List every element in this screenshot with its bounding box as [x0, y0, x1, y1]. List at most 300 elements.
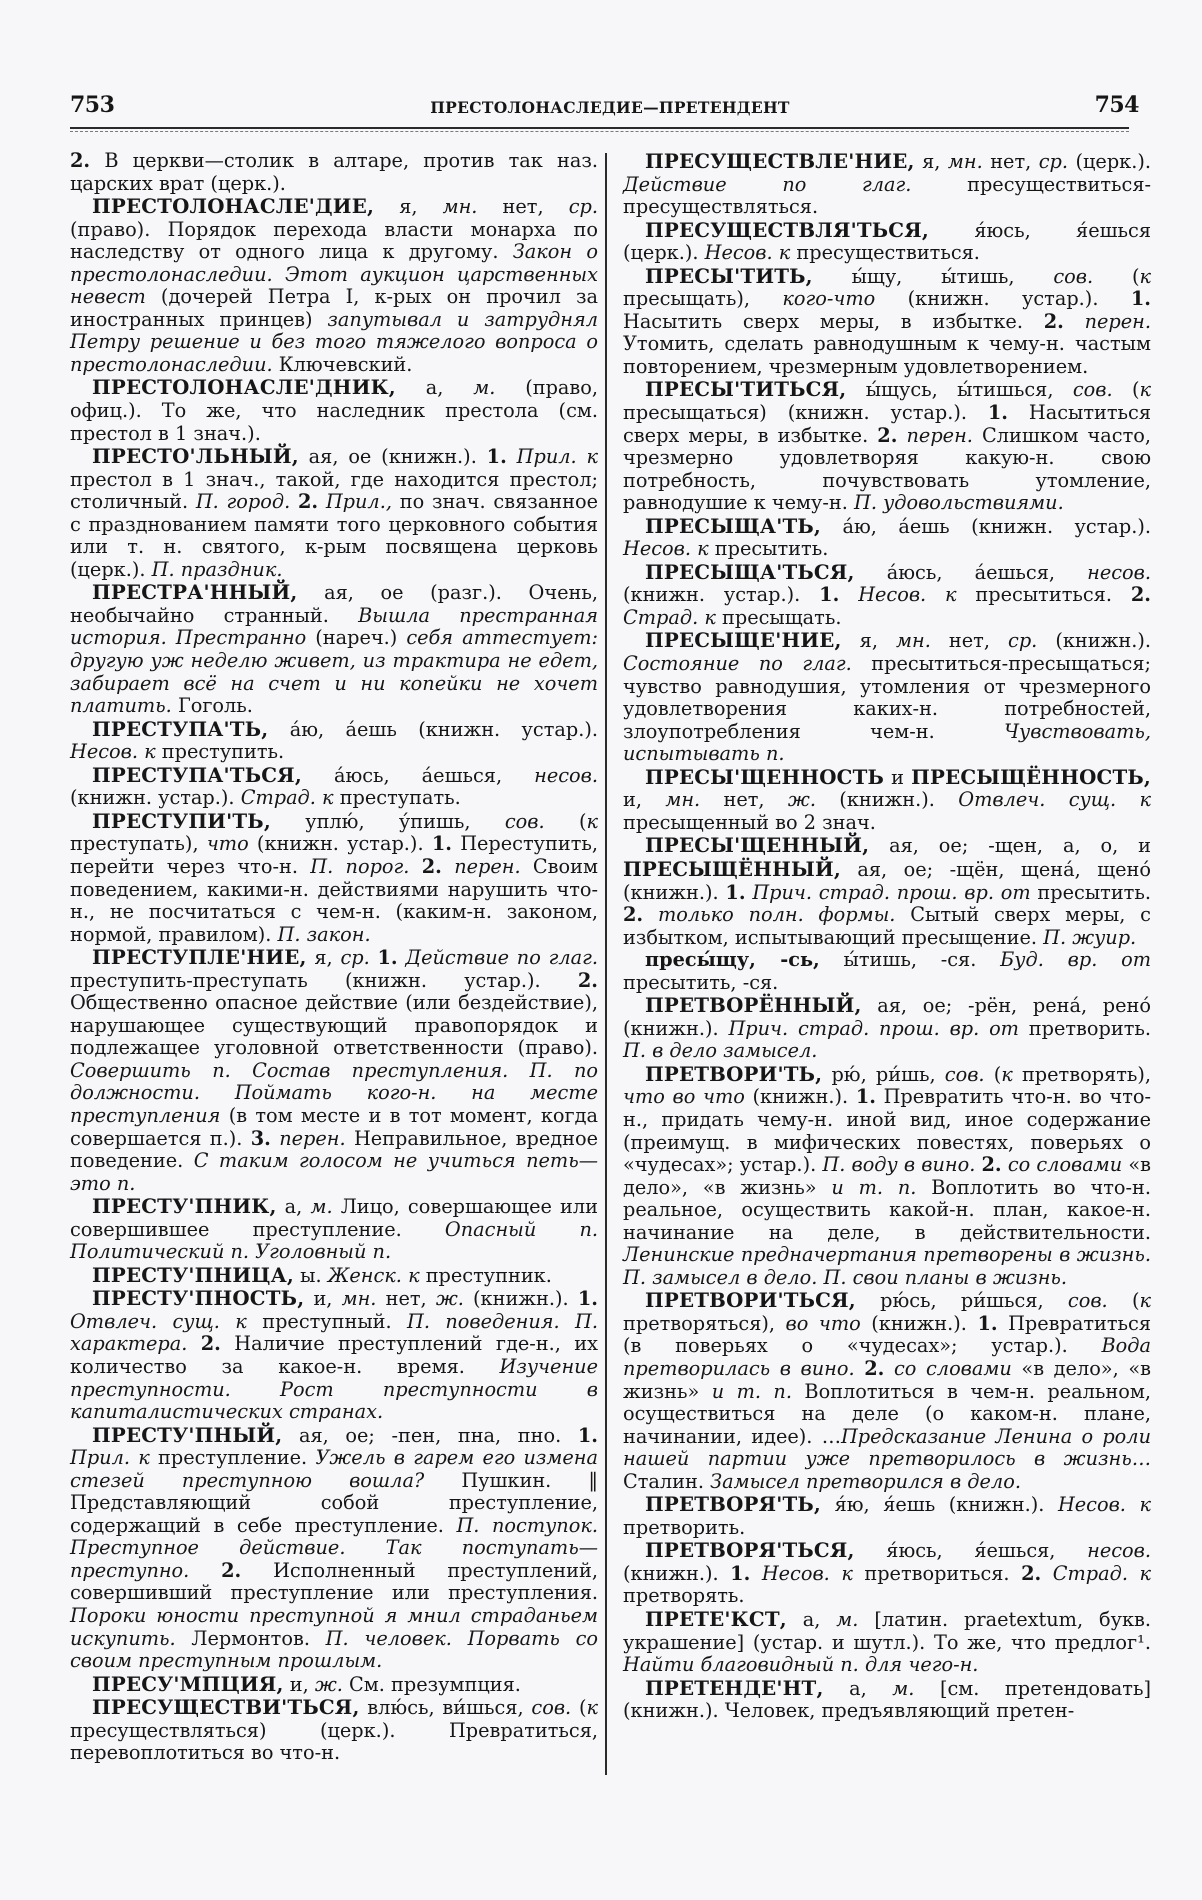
- headword: ПРЕСУЩЕСТВЛЕ'НИЕ,: [645, 149, 915, 173]
- entry-text: (: [1093, 264, 1140, 288]
- entry-text: рю́, ри́шь,: [822, 1062, 945, 1086]
- italic-text: сов.: [1072, 378, 1113, 402]
- entry-text: а,: [823, 1676, 893, 1700]
- entry-text: (в том месте и в тот момент, когда совершается п.).: [70, 1103, 598, 1150]
- dictionary-entry: [623, 1063, 1151, 1289]
- entry-text: Наличие преступлений где-н., их количество за какое-н. время.: [70, 1332, 598, 1378]
- entry-text: ы.: [293, 1263, 328, 1287]
- entry-text: [442, 855, 454, 878]
- italic-text: Совершить п. Состав преступления. П. по должности. Поймать кого-н. на месте преступления: [70, 1058, 598, 1127]
- dictionary-entry: [70, 581, 598, 717]
- italic-text: Страд. к: [1052, 1561, 1151, 1585]
- entry-text: и: [884, 765, 912, 789]
- entry-text: Воплотить во что-н. реальное, осуществить какой-н. план, какое-н. начинание на деле, в действительности.: [623, 1175, 1151, 1244]
- italic-text: Состояние по глаг.: [623, 652, 852, 676]
- bold-text: 1.: [987, 401, 1009, 425]
- entry-text: Переступить, перейти через что-н.: [70, 832, 598, 878]
- entry-text: Превратить что-н. во что-н., придать чему-н. иной вид, иное содержание (преимущ. в мифических повестях, поверьях о «чудесах»; устар.).: [623, 1085, 1151, 1177]
- italic-text: ср.: [568, 195, 598, 219]
- entry-text: я́юсь, я́ешься (церк.).: [623, 218, 1151, 265]
- italic-text: м.: [892, 1676, 915, 1700]
- entry-text: пресытить.: [708, 537, 829, 561]
- headword: ПРЕСЫЩЕ'НИЕ,: [645, 628, 842, 653]
- dictionary-entry: [623, 766, 1151, 835]
- bold-text: 2.: [297, 490, 319, 514]
- dictionary-entry: [70, 764, 598, 810]
- dictionary-entry: [70, 376, 598, 445]
- bold-text: 2.: [221, 1558, 242, 1582]
- bold-text: 1.: [577, 1423, 598, 1447]
- italic-text: П. жуир.: [1043, 925, 1137, 949]
- italic-text: Закон о престолонаследии. Этот аукцион царственных невест: [70, 240, 598, 309]
- italic-text: Отвлеч. сущ. к: [958, 788, 1152, 812]
- entry-text: преступать.: [333, 786, 461, 810]
- italic-text: Пороки юности преступной я мнил страданьем искупить.: [70, 1604, 598, 1650]
- entry-text: Лицо, совершающее или совершившее преступление.: [70, 1195, 598, 1241]
- italic-text: П. поведения. П. характера.: [70, 1309, 599, 1356]
- italic-text: во что: [785, 1311, 861, 1335]
- entry-text: (книжн. устар.).: [875, 287, 1131, 311]
- italic-text: Предсказание Ленина о роли нашей партии уже претворилось в жизнь…: [623, 1424, 1151, 1471]
- entry-text: (церк.).: [1068, 150, 1151, 173]
- italic-text: сов.: [531, 1696, 572, 1720]
- entry-text: Превратиться (в поверьях о «чудесах»; устар.).: [623, 1311, 1151, 1358]
- header-rule: [70, 127, 1129, 129]
- entry-text: Своим поведением, какими-н. действиями нарушить что-н., не посчитаться с чем-н. (каким-н. законом, нормой, правилом).: [70, 854, 598, 946]
- italic-text: ж.: [314, 1672, 343, 1696]
- headword: ПРЕСТРА'ННЫЙ,: [92, 580, 298, 605]
- entry-text: а́ю, а́ешь (книжн. устар.).: [821, 514, 1151, 538]
- entry-text: (: [984, 1062, 1002, 1086]
- entry-text: претворять.: [623, 1584, 745, 1608]
- italic-text: и т. п.: [711, 1379, 792, 1403]
- entry-text: (книжн.).: [744, 1085, 856, 1109]
- entry-text: нет,: [376, 1287, 436, 1311]
- headword: ПРЕСТУПА'ТЬ,: [92, 716, 269, 741]
- bold-text: 2.: [1043, 309, 1064, 333]
- entry-text: уплю́, у́пишь,: [270, 809, 505, 833]
- entry-text: а,: [276, 1195, 311, 1219]
- italic-text: Несов. к: [623, 537, 709, 561]
- entry-text: (: [1107, 1289, 1140, 1313]
- italic-text: Чувствовать, испытывать п.: [623, 719, 1151, 766]
- italic-text: перен.: [1084, 309, 1151, 333]
- headword: ПРЕСТУ'ПНОСТЬ,: [92, 1286, 305, 1311]
- italic-text: к: [1001, 1062, 1013, 1086]
- italic-text: что: [206, 832, 249, 856]
- entry-text: претворять),: [1012, 1062, 1152, 1086]
- dictionary-entry: [623, 561, 1151, 630]
- italic-text: ж.: [787, 788, 816, 812]
- headword: ПРЕСЫЩЁННЫЙ,: [623, 856, 841, 881]
- left-column: [70, 150, 598, 1765]
- dictionary-entry: [70, 1195, 598, 1264]
- entry-text: Неправильное, вредное поведение.: [70, 1126, 598, 1173]
- entry-text: (право, офиц.). То же, что наследник престола (см. престол в 1 знач.).: [70, 376, 599, 445]
- italic-text: П. праздник.: [151, 557, 283, 581]
- dictionary-entry: [623, 629, 1151, 765]
- entry-text: [750, 1562, 762, 1585]
- italic-text: перен.: [454, 854, 521, 878]
- bold-text: пресы́щу, -сь,: [645, 948, 820, 972]
- entry-text: пресытиться-пресыщаться; чувство равнодушия, утомления от чрезмерного удовлетворения каких-н. потребностей, злоупотребления чем-н.: [623, 652, 1151, 743]
- dictionary-entry: [623, 994, 1151, 1063]
- entry-text: пресыщенный во 2 знач.: [623, 810, 876, 834]
- entry-text: преступление.: [149, 1446, 316, 1470]
- italic-text: П. в дело замысел.: [623, 1039, 818, 1063]
- dictionary-entry: [623, 265, 1151, 379]
- italic-text: сов.: [1053, 264, 1094, 288]
- dictionary-entry: [70, 1696, 598, 1765]
- dictionary-entry: [70, 150, 598, 195]
- entry-text: Воплотиться в чем-н. реальном, осуществиться на деле (о каком-н. плане, начинании, идее). …: [623, 1379, 1151, 1448]
- italic-text: мн.: [341, 1287, 377, 1311]
- entry-text: (книжн.).: [463, 1287, 578, 1311]
- column-divider: [605, 153, 607, 1775]
- italic-text: Ленинские предначертания претворены в жизнь. П. замысел в дело. П. свои планы в жизнь.: [623, 1243, 1151, 1289]
- dictionary-entry: [623, 1289, 1151, 1493]
- italic-text: м.: [836, 1608, 859, 1631]
- entry-text: ы́тишь, -ся.: [819, 948, 1001, 972]
- entry-text: [409, 855, 421, 878]
- italic-text: Буд. вр. от: [1000, 948, 1151, 972]
- entry-text: ая, ое; -щен, а, о, и: [869, 834, 1151, 858]
- headword: ПРЕСТО'ЛЬНЫЙ,: [92, 444, 299, 469]
- italic-text: Действие по глаг.: [405, 946, 598, 970]
- entry-text: [290, 490, 298, 513]
- entry-text: я,: [374, 195, 443, 219]
- entry-text: влю́сь, ви́шься,: [359, 1696, 532, 1720]
- dictionary-entry: [70, 1424, 598, 1673]
- entry-text: Гоголь.: [171, 694, 253, 718]
- entry-text: ая, ое (книжн.).: [298, 445, 487, 469]
- entry-text: преступник.: [419, 1263, 552, 1287]
- entry-text: преступить-преступать (книжн. устар.).: [70, 968, 578, 992]
- entry-text: [см. претендовать] (книжн.). Человек, предъявляющий претен-: [623, 1676, 1151, 1723]
- entry-text: Исполненный преступлений, совершивший преступление или преступления.: [70, 1558, 598, 1605]
- entry-text: я,: [841, 629, 897, 653]
- entry-text: претвориться.: [852, 1561, 1022, 1585]
- page-header: [70, 92, 1150, 132]
- entry-text: нет,: [982, 150, 1039, 173]
- entry-text: Сталин.: [623, 1469, 711, 1493]
- dictionary-entry: [70, 1673, 598, 1697]
- entry-text: Пушкин. ‖ Представляющий собой преступление, содержащий в себе преступление.: [70, 1468, 598, 1537]
- headword: ПРЕСТОЛОНАСЛЕ'ДИЕ,: [92, 194, 375, 219]
- entry-text: Слишком часто, чрезмерно удовлетворяя какую-н. свою потребность, почувствовать утомление, равнодушие к чему-н.: [623, 423, 1151, 515]
- headword: ПРЕТВОРЯ'ТЬ,: [645, 1492, 822, 1517]
- italic-text: кого-что: [782, 287, 876, 311]
- bold-text: 1.: [577, 1287, 598, 1311]
- dictionary-entry: [70, 445, 598, 581]
- entry-text: (: [1112, 378, 1140, 402]
- entry-text: (книжн. устар.).: [623, 583, 820, 607]
- headword: ПРЕСТУ'ПНИК,: [92, 1194, 277, 1219]
- italic-text: к: [1139, 264, 1151, 288]
- dictionary-entry: [70, 946, 598, 1195]
- italic-text: ж.: [435, 1287, 464, 1311]
- italic-text: перен.: [906, 423, 973, 447]
- italic-text: со словами: [1007, 1153, 1123, 1177]
- dictionary-entry: [623, 378, 1151, 514]
- headword: ПРЕСЫ'ТИТЬСЯ,: [645, 377, 847, 402]
- entry-text: [187, 1332, 200, 1355]
- bold-text: 1.: [1130, 287, 1151, 311]
- bold-text: 1.: [486, 445, 507, 469]
- bold-text: 2.: [877, 423, 898, 447]
- headword: ПРЕСЫ'ЩЕННОСТЬ: [645, 764, 885, 789]
- headword: ПРЕТВОРИ'ТЬ,: [645, 1061, 823, 1086]
- entry-text: нет,: [477, 195, 569, 219]
- entry-text: пресыщать.: [715, 605, 842, 629]
- italic-text: Опасный п. Политический п. Уголовный п.: [70, 1217, 598, 1264]
- entry-text: пресытить.: [1030, 880, 1151, 904]
- italic-text: несов.: [1087, 1539, 1151, 1563]
- entry-text: рю́сь, ри́шься,: [855, 1289, 1068, 1313]
- headword: ПРЕСУ'МПЦИЯ,: [92, 1671, 284, 1696]
- italic-text: мн.: [947, 150, 983, 173]
- dictionary-entry: [70, 810, 598, 946]
- entry-text: Лермонтов.: [175, 1626, 326, 1650]
- entry-text: [латин. praetextum, букв. украшение] (устар. и шутл.). То же, что предлог¹.: [623, 1608, 1151, 1654]
- entry-text: (книжн.).: [623, 1561, 731, 1585]
- headword: ПРЕСЫ'ТИТЬ,: [645, 263, 813, 288]
- italic-text: Несов. к: [761, 1561, 853, 1585]
- italic-text: Прил. к: [70, 1446, 150, 1470]
- italic-text: Прил. к: [516, 445, 598, 469]
- entry-text: пресытить, -ся.: [623, 970, 779, 994]
- italic-text: со словами: [893, 1356, 1012, 1380]
- dictionary-entry: [623, 150, 1151, 219]
- entry-text: пресуществиться.: [790, 241, 980, 265]
- dictionary-entry: [623, 1493, 1151, 1539]
- italic-text: перен.: [279, 1126, 346, 1150]
- entry-text: «в дело», «в жизнь»: [623, 1153, 1151, 1199]
- entry-text: и,: [283, 1672, 315, 1696]
- italic-text: м.: [310, 1195, 333, 1219]
- italic-text: к: [1139, 1289, 1151, 1313]
- italic-text: Изучение преступности. Рост преступности в капиталистических странах.: [70, 1354, 598, 1424]
- italic-text: сов.: [504, 809, 545, 833]
- headword: ПРЕТВОРЁННЫЙ,: [645, 993, 862, 1018]
- italic-text: С таким голосом не учиться петь—это п.: [70, 1149, 598, 1195]
- bold-text: 1.: [725, 880, 746, 904]
- italic-text: мн.: [442, 195, 478, 219]
- entry-text: преступить.: [155, 740, 285, 764]
- dictionary-entry: [70, 1287, 598, 1423]
- entry-text: преступать),: [70, 832, 207, 856]
- entry-text: См. презумпция.: [342, 1672, 521, 1696]
- entry-text: Общественно опасное действие (или бездействие), нарушающее существующий правопорядок и подлежащее уголовной ответственности (право).: [70, 991, 598, 1060]
- headword: ПРЕСУЩЕСТВИ'ТЬСЯ,: [92, 1695, 360, 1720]
- italic-text: П. город.: [195, 490, 291, 514]
- italic-text: ср.: [1008, 629, 1038, 653]
- headword: ПРЕСТУПИ'ТЬ,: [92, 808, 271, 833]
- entry-text: я́юсь, я́ешься,: [854, 1539, 1088, 1563]
- italic-text: к: [586, 809, 598, 833]
- italic-text: Найти благовидный п. для чего-н.: [623, 1653, 979, 1677]
- entry-text: Насытиться сверх меры, в избытке.: [623, 401, 1151, 447]
- italic-text: П. закон.: [277, 922, 371, 946]
- bold-text: 2.: [1130, 583, 1151, 607]
- bold-text: 2.: [577, 968, 598, 992]
- italic-text: П. порог.: [310, 854, 410, 878]
- entry-text: пресуществляться) (церк.). Превратиться, перевоплотиться во что-н.: [70, 1718, 598, 1765]
- right-column: [623, 150, 1151, 1723]
- entry-text: Ключевский.: [272, 352, 413, 376]
- italic-text: Действие по глаг.: [623, 172, 912, 196]
- italic-text: несов.: [534, 763, 598, 787]
- bold-text: 2.: [70, 149, 91, 172]
- dictionary-entry: [623, 1677, 1151, 1723]
- entry-text: претворить.: [623, 1515, 746, 1539]
- entry-text: по знач. связанное с празднованием памяти того церковного события или т. н. святого, к-рым посвящена церковь (церк.).: [70, 490, 598, 581]
- entry-text: ая, ое; -щён, щена́, щено́ (книжн.).: [623, 857, 1151, 904]
- entry-text: (нареч.): [306, 626, 407, 650]
- headword: ПРЕСЫЩА'ТЬ,: [645, 513, 822, 538]
- entry-text: [897, 424, 906, 447]
- italic-text: только полн. формы.: [657, 903, 896, 927]
- italic-text: П. поступок. Преступное действие. Так поступать—преступно.: [70, 1513, 598, 1582]
- entry-text: [1064, 310, 1085, 333]
- entry-text: преступный.: [246, 1309, 408, 1333]
- italic-text: Прич. страд. прош. вр. от: [728, 1016, 1019, 1040]
- entry-text: [643, 903, 658, 926]
- entry-text: [884, 1357, 894, 1380]
- italic-text: к: [586, 1696, 598, 1720]
- running-title: ПРЕСТОЛОНАСЛЕДИЕ—ПРЕТЕНДЕНТ: [430, 98, 790, 117]
- dictionary-entry: [623, 834, 1151, 949]
- headword: ПРЕТЕ'КСТ,: [645, 1607, 787, 1631]
- entry-text: [855, 1357, 865, 1380]
- headword: ПРЕСЫЩА'ТЬСЯ,: [645, 559, 855, 584]
- entry-text: я́ю, я́ешь (книжн.).: [821, 1493, 1058, 1517]
- entry-text: (книжн. устар.).: [248, 832, 432, 856]
- italic-text: и т. п.: [831, 1175, 917, 1199]
- italic-text: несов.: [1087, 560, 1151, 584]
- bold-text: 2.: [1021, 1561, 1042, 1585]
- entry-text: ы́щусь, ы́тишься,: [846, 378, 1073, 402]
- italic-text: Замысел претворился в дело.: [710, 1469, 1021, 1493]
- entry-text: ая, ое (разг.). Очень, необычайно странный.: [70, 581, 598, 627]
- headword: ПРЕСТУПА'ТЬСЯ,: [92, 762, 302, 787]
- entry-text: (дочерей Петра I, к-рых он прочил за иностранных принцев): [70, 285, 598, 331]
- italic-text: мн.: [896, 629, 931, 653]
- entry-text: пресыщаться) (книжн. устар.).: [623, 401, 988, 425]
- italic-text: Несов. к: [704, 241, 791, 265]
- entry-text: (книжн.).: [815, 788, 959, 812]
- entry-text: [839, 583, 858, 606]
- italic-text: Прил.,: [325, 490, 392, 514]
- headword: ПРЕТЕНДЕ'НТ,: [645, 1675, 824, 1700]
- dictionary-entry: [623, 1608, 1151, 1677]
- header-rule-secondary: [70, 131, 1129, 132]
- entry-text: пресуществиться-пресуществляться.: [623, 172, 1151, 219]
- headword: ПРЕСТУ'ПНИЦА,: [92, 1262, 294, 1287]
- entry-text: Насытить сверх меры, в избытке.: [623, 309, 1044, 333]
- page-number-right: 754: [1094, 92, 1139, 118]
- entry-text: [1041, 1562, 1053, 1585]
- dictionary-entry: [70, 195, 598, 376]
- entry-text: [271, 1127, 279, 1150]
- headword: ПРЕСЫЩЁННОСТЬ,: [911, 764, 1151, 789]
- entry-text: я,: [306, 946, 341, 970]
- italic-text: Несов. к: [70, 740, 156, 764]
- dictionary-entry: [623, 949, 1151, 994]
- italic-text: Ужель в гарем его измена стезей преступною вошла?: [70, 1446, 599, 1492]
- headword: ПРЕСТУ'ПНЫЙ,: [92, 1422, 283, 1447]
- entry-text: [318, 490, 326, 513]
- italic-text: ср.: [1038, 150, 1069, 173]
- entry-text: (книжн.).: [860, 1311, 978, 1335]
- bold-text: 2.: [421, 854, 442, 878]
- italic-text: П. воду в вино.: [822, 1153, 976, 1177]
- entry-text: «в дело», «в жизнь»: [623, 1356, 1151, 1403]
- bold-text: 2.: [623, 903, 644, 927]
- dictionary-entry: [623, 219, 1151, 265]
- headword: ПРЕСУЩЕСТВЛЯ'ТЬСЯ,: [645, 217, 929, 242]
- headword: ПРЕТВОРЯ'ТЬСЯ,: [645, 1538, 855, 1563]
- entry-text: [507, 445, 517, 468]
- italic-text: П. удовольствиями.: [854, 491, 1064, 515]
- entry-text: (книжн.).: [1037, 629, 1151, 653]
- italic-text: Вода претворилась в вино.: [623, 1334, 1151, 1380]
- entry-text: претворить.: [1018, 1016, 1151, 1040]
- entry-text: претворяться),: [623, 1311, 786, 1335]
- italic-text: Страд. к: [240, 786, 334, 810]
- entry-text: Сытый сверх меры, с избытком, испытывающий пресыщение.: [623, 903, 1151, 949]
- bold-text: 1.: [377, 946, 398, 970]
- italic-text: мн.: [665, 788, 701, 812]
- bold-text: 1.: [855, 1085, 876, 1109]
- headword: ПРЕСЫ'ЩЕННЫЙ,: [645, 833, 870, 858]
- italic-text: Женск. к: [327, 1263, 420, 1287]
- bold-text: 1.: [431, 832, 452, 856]
- entry-text: и,: [623, 788, 666, 812]
- headword: ПРЕСТОЛОНАСЛЕ'ДНИК,: [92, 375, 396, 400]
- bold-text: 2.: [981, 1153, 1002, 1177]
- bold-text: 1.: [730, 1561, 751, 1585]
- entry-text: ы́щу, ы́тишь,: [812, 264, 1054, 288]
- entry-text: а́ю, а́ешь (книжн. устар.).: [268, 717, 598, 741]
- italic-text: сов.: [944, 1062, 985, 1086]
- dictionary-entry: [70, 718, 598, 764]
- italic-text: к: [1139, 378, 1152, 402]
- entry-text: ая, ое; -пен, пна, пно.: [282, 1423, 578, 1447]
- bold-text: 2.: [864, 1356, 885, 1380]
- italic-text: Несов. к: [1057, 1493, 1151, 1517]
- entry-text: ая, ое; -рён, рена́, рено́ (книжн.).: [623, 994, 1151, 1040]
- entry-text: пресыщать),: [623, 287, 783, 311]
- headword: ПРЕСТУПЛЕ'НИЕ,: [92, 945, 307, 970]
- entry-text: а́юсь, а́ешься,: [301, 763, 535, 787]
- dictionary-entry: [623, 515, 1151, 561]
- bold-text: 2.: [200, 1332, 221, 1356]
- entry-text: я,: [914, 150, 948, 173]
- italic-text: Отвлеч. сущ. к: [70, 1309, 247, 1333]
- italic-text: П. человек. Порвать со своим преступным прошлым.: [70, 1626, 598, 1673]
- italic-text: сов.: [1067, 1289, 1108, 1313]
- entry-text: нет,: [930, 629, 1009, 653]
- dictionary-entry: [70, 1264, 598, 1288]
- italic-text: м.: [473, 376, 496, 400]
- dictionary-entry: [623, 1539, 1151, 1608]
- italic-text: Прич. страд. прош. вр. от: [752, 880, 1031, 904]
- entry-text: (право). Порядок перехода власти монарха по наследству от одного лица к другому.: [70, 217, 598, 264]
- italic-text: Страд. к: [623, 605, 716, 629]
- entry-text: престол в 1 знач., такой, где находится престол; столичный.: [70, 467, 598, 514]
- entry-text: нет,: [700, 788, 788, 812]
